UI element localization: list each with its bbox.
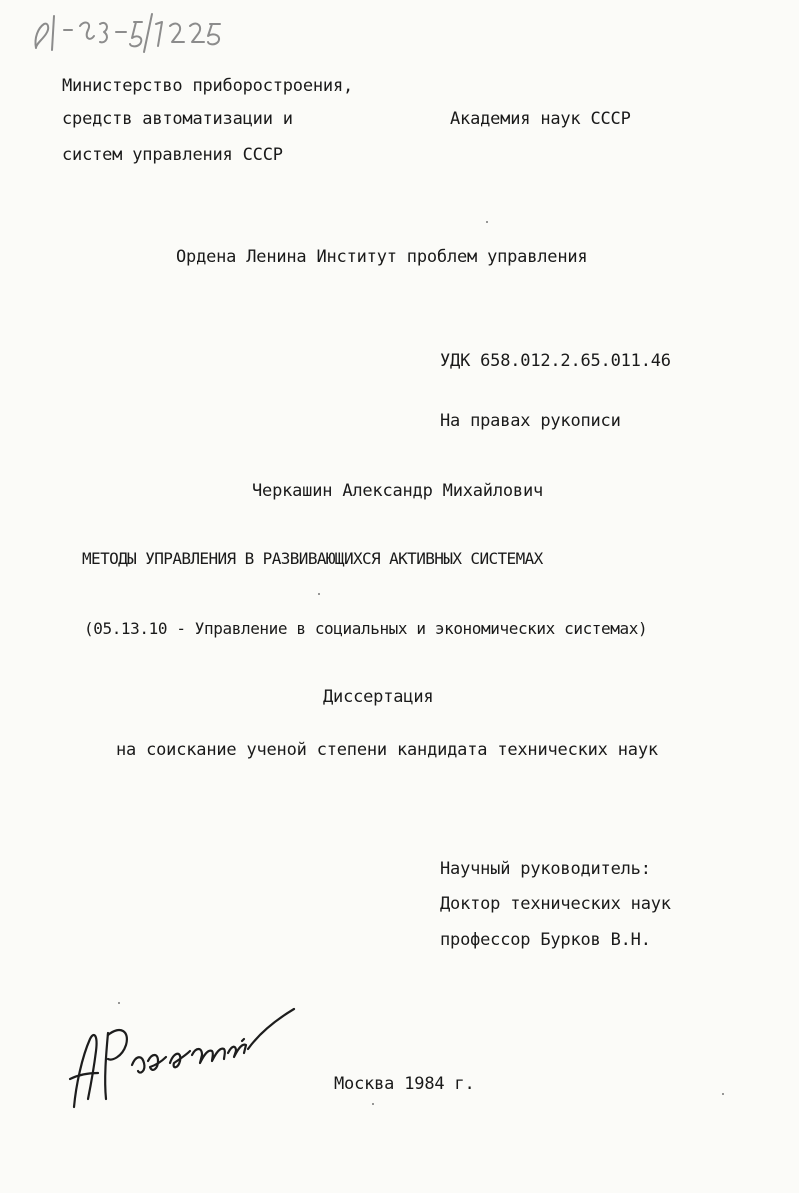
author-name: Черкашин Александр Михайлович [252, 481, 544, 501]
degree-sought: на соискание ученой степени кандидата технических наук [116, 740, 658, 760]
author-signature [62, 995, 302, 1115]
dissertation-title: МЕТОДЫ УПРАВЛЕНИЯ В РАЗВИВАЮЩИХСЯ АКТИВНЫХ СИСТЕМАХ [82, 549, 543, 568]
academy-name: Академия наук СССР [450, 109, 631, 129]
document-type: Диссертация [323, 687, 434, 707]
scan-speck [486, 221, 488, 223]
ministry-line-1: Министерство приборостроения, [62, 76, 354, 96]
place-and-year: Москва 1984 г. [334, 1074, 475, 1094]
scan-speck [372, 1103, 374, 1105]
archive-mark [30, 8, 230, 58]
manuscript-rights: На правах рукописи [440, 411, 621, 431]
scan-speck [318, 593, 320, 595]
specialty-code: (05.13.10 - Управление в социальных и экономических системах) [84, 619, 648, 638]
scan-speck [722, 1093, 724, 1095]
institute-name: Ордена Ленина Институт проблем управления [176, 247, 588, 267]
ministry-line-3: систем управления СССР [62, 145, 283, 165]
udc-code: УДК 658.012.2.65.011.46 [440, 351, 671, 371]
supervisor-title: Доктор технических наук [440, 894, 671, 914]
supervisor-name: профессор Бурков В.Н. [440, 930, 651, 950]
scan-speck [118, 1002, 120, 1004]
supervisor-heading: Научный руководитель: [440, 859, 651, 879]
ministry-line-2: средств автоматизации и [62, 109, 293, 129]
